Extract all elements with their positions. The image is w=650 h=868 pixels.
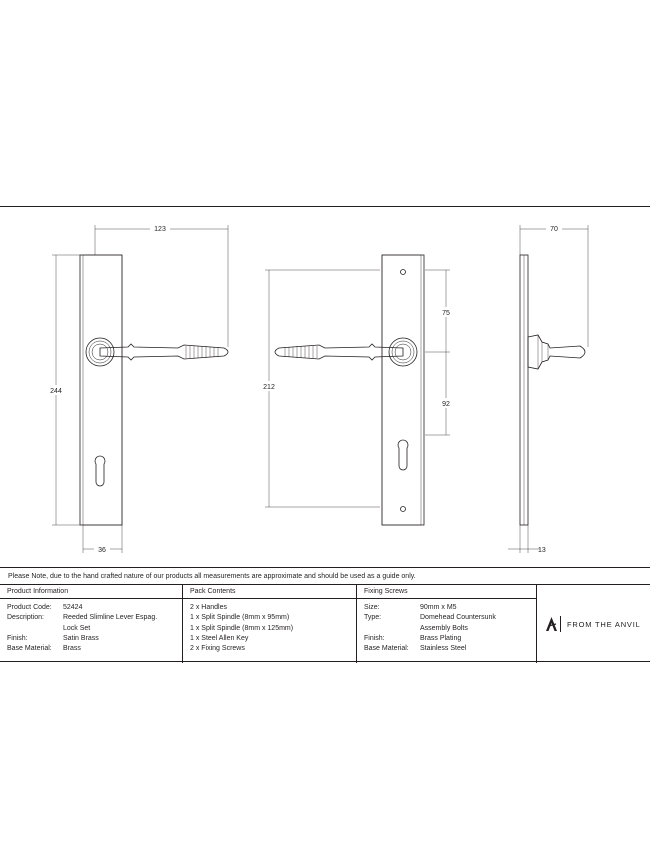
product-info-heading: Product Information [0, 585, 182, 599]
product-info-column [0, 585, 182, 663]
pack-item: 1 x Steel Allen Key [190, 634, 249, 642]
product-info-row: Description: Reeded Slimline Lever Espag. Lock Set [7, 614, 158, 632]
pack-item: 2 x Handles [190, 604, 227, 611]
anvil-logo-icon [545, 616, 558, 632]
pack-item: 2 x Fixing Screws [190, 645, 245, 653]
product-info-row: Product Code: 52424 [7, 604, 83, 611]
fixing-screws-heading: Fixing Screws [357, 585, 536, 599]
side-lever [528, 335, 585, 369]
product-info-row: Base Material: Brass [7, 645, 81, 653]
rear-backplate [382, 255, 424, 525]
brand-name: FROM THE ANVIL [567, 620, 641, 629]
product-info-row: Finish: Satin Brass [7, 634, 99, 642]
dim-side-depth: 13 [538, 547, 546, 554]
dim-front-width: 123 [154, 226, 166, 233]
pack-item: 1 x Split Spindle (8mm x 95mm) [190, 614, 290, 622]
drawing-canvas [0, 207, 650, 567]
measurement-note: Please Note, due to the hand crafted nature of our products all measurements are approximate and should be used as a guide only. [0, 567, 650, 584]
dim-spindle-to-keyhole: 92 [442, 401, 450, 408]
brand-block [536, 585, 650, 663]
technical-drawing-sheet [0, 206, 650, 662]
fixing-screw-row: Base Material: Stainless Steel [364, 645, 467, 653]
fixing-screw-row: Type: Domehead Countersunk Assembly Bolts [364, 614, 496, 632]
front-keyhole [95, 456, 105, 486]
pack-item: 1 x Split Spindle (8mm x 125mm) [190, 624, 294, 632]
rear-fixing-hole-bottom [401, 507, 406, 512]
front-lever [100, 344, 228, 360]
dim-rear-height: 212 [263, 384, 275, 391]
pack-contents-column [182, 585, 356, 663]
rear-fixing-hole-top [401, 270, 406, 275]
dim-front-height: 244 [50, 388, 62, 395]
dim-front-bottom-width: 36 [98, 547, 106, 554]
rear-view [265, 255, 450, 525]
info-table [0, 584, 650, 663]
pack-contents-heading: Pack Contents [183, 585, 356, 599]
brand-separator [560, 616, 561, 632]
dim-side-projection: 70 [550, 226, 558, 233]
fixing-screws-column [356, 585, 536, 663]
side-view [508, 225, 588, 553]
rear-lever [275, 344, 403, 360]
fixing-screw-row: Size: 90mm x M5 [364, 604, 457, 611]
dim-hole-to-spindle: 75 [442, 310, 450, 317]
fixing-screw-row: Finish: Brass Plating [364, 634, 462, 642]
front-view [52, 225, 228, 553]
front-backplate [80, 255, 122, 525]
rear-keyhole [398, 440, 408, 470]
